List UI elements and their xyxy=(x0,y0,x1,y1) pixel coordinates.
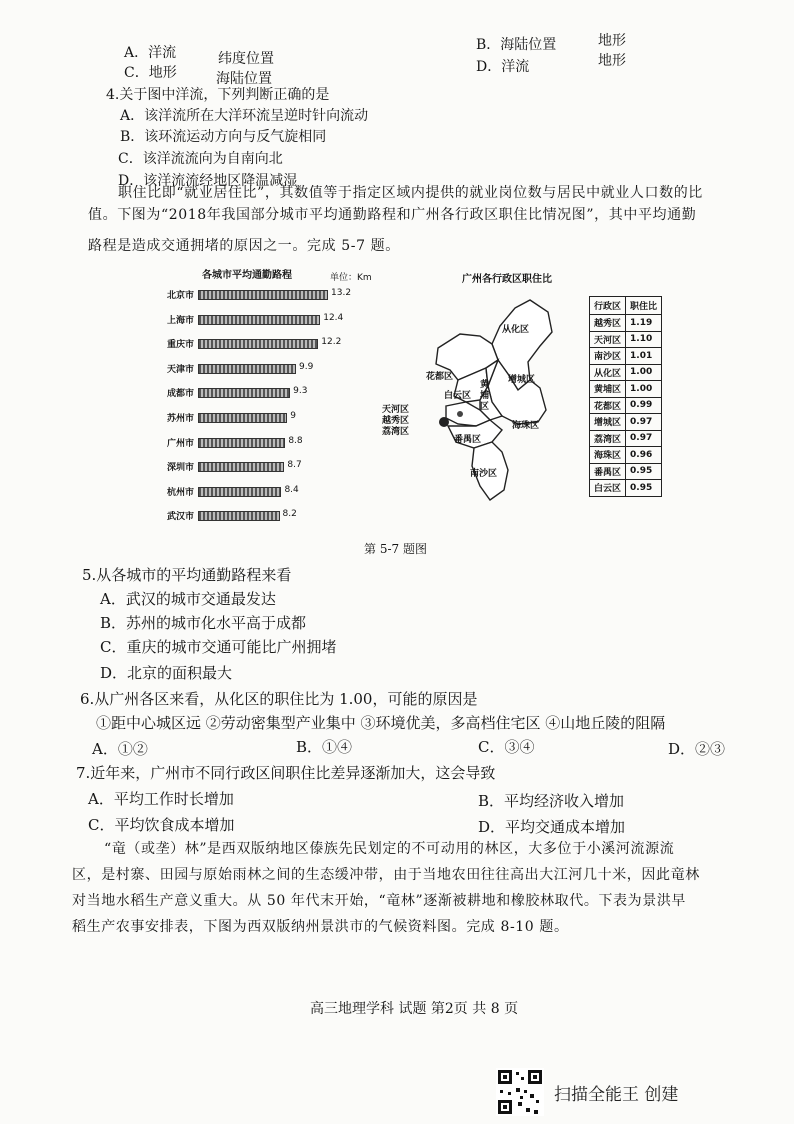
map-label-zengcheng: 增城区 xyxy=(508,375,536,385)
bar-label: 成都市 xyxy=(166,389,194,400)
ratio-cell: 0.95 xyxy=(626,463,662,480)
bar xyxy=(198,339,318,349)
district-cell: 荔湾区 xyxy=(590,430,626,447)
q3-option-d: D．洋流 xyxy=(476,59,530,75)
map-label-baiyun: 白云区 xyxy=(444,391,472,401)
q6-items: ①距中心城区远 ②劳动密集型产业集中 ③环境优美，多高档住宅区 ④山地丘陵的阻隔 xyxy=(96,714,666,732)
bar-value-label: 12.4 xyxy=(323,312,344,323)
intro1-line3: 路程是造成交通拥堵的原因之一。完成 5-7 题。 xyxy=(88,238,400,254)
district-cell: 天河区 xyxy=(590,331,626,348)
map-label-yuexiu: 越秀区 xyxy=(382,416,410,426)
bar xyxy=(198,364,296,374)
bar-value-label: 8.8 xyxy=(288,435,303,446)
district-cell: 越秀区 xyxy=(590,315,626,332)
district-cell: 番禺区 xyxy=(590,463,626,480)
table-row xyxy=(590,414,662,431)
ratio-cell: 0.95 xyxy=(626,480,662,497)
map-label-tianhe: 天河区 xyxy=(382,405,410,415)
q6-option-d: D．②③ xyxy=(668,740,726,758)
q6-option-b: B．①④ xyxy=(296,738,353,756)
map-label-liwan: 荔湾区 xyxy=(382,427,410,437)
table-row xyxy=(590,430,662,447)
district-cell: 黄埔区 xyxy=(590,381,626,398)
bar-label: 天津市 xyxy=(166,364,194,375)
q5-option-a: A．武汉的城市交通最发达 xyxy=(100,590,276,608)
table-row xyxy=(590,364,662,381)
table-header-district: 行政区 xyxy=(590,297,626,315)
q6-option-a: A．①② xyxy=(92,740,148,758)
intro2-line1: “竜（或垄）林”是西双版纳地区傣族先民划定的不可动用的林区，大多位于小溪河流源流 xyxy=(104,841,675,857)
ratio-cell: 0.96 xyxy=(626,447,662,464)
q3-option-b-2: 地形 xyxy=(598,33,626,49)
bar-value-label: 13.2 xyxy=(331,288,352,298)
page-footer: 高三地理学科 试题 第2页 共 8 页 xyxy=(310,1001,519,1017)
q3-option-b: B．海陆位置 xyxy=(476,37,557,53)
map-label-haizhu: 海珠区 xyxy=(512,421,540,431)
q5-option-c: C．重庆的城市交通可能比广州拥堵 xyxy=(100,638,337,656)
bar-label: 重庆市 xyxy=(166,340,194,351)
bar-value-label: 9.9 xyxy=(299,361,314,372)
bar-label: 上海市 xyxy=(166,315,194,326)
district-cell: 花都区 xyxy=(590,397,626,414)
table-row xyxy=(590,463,662,480)
bar-label: 杭州市 xyxy=(166,487,194,498)
table-row xyxy=(590,397,662,414)
q4-option-d: D．该洋流流经地区降温减湿 xyxy=(118,173,298,189)
district-cell: 增城区 xyxy=(590,414,626,431)
bar xyxy=(198,413,287,423)
intro1-line2: 值。下图为“2018年我国部分城市平均通勤路程和广州各行政区职住比情况图”，其中平均通勤 xyxy=(88,207,697,223)
district-cell: 海珠区 xyxy=(590,447,626,464)
q3-option-c-2: 海陆位置 xyxy=(216,71,272,87)
q3-option-a: A．洋流 xyxy=(124,45,177,61)
district-cell: 白云区 xyxy=(590,480,626,497)
ratio-cell: 0.97 xyxy=(626,414,662,431)
intro2-line4: 稻生产农事安排表，下图为西双版纳州景洪市的气候资料图。完成 8-10 题。 xyxy=(72,919,569,935)
table-row xyxy=(590,348,662,365)
map-label-conghua: 从化区 xyxy=(502,325,530,335)
q7-option-b: B．平均经济收入增加 xyxy=(478,792,625,810)
scanner-watermark: 扫描全能王 创建 xyxy=(554,1085,679,1105)
bar-value-label: 9 xyxy=(290,411,296,421)
ratio-cell: 1.00 xyxy=(626,364,662,381)
bar-value-label: 8.4 xyxy=(284,484,299,495)
map-label-nansha: 南沙区 xyxy=(470,469,498,479)
table-row xyxy=(590,315,662,332)
q4-option-b: B．该环流运动方向与反气旋相同 xyxy=(120,129,327,145)
map-label-huangpu: 黄埔区 xyxy=(480,380,490,412)
map-label-huadu: 花都区 xyxy=(426,372,454,382)
q5-option-d: D．北京的面积最大 xyxy=(100,664,233,682)
q7-option-c: C．平均饮食成本增加 xyxy=(88,816,235,834)
ratio-cell: 0.99 xyxy=(626,397,662,414)
bar-value-label: 8.2 xyxy=(282,509,297,520)
bar-value-label: 12.2 xyxy=(321,337,342,348)
bar-label: 苏州市 xyxy=(166,414,194,424)
table-header-ratio: 职住比 xyxy=(626,297,662,315)
q7-stem: 7.近年来，广州市不同行政区间职住比差异逐渐加大，这会导致 xyxy=(76,764,496,782)
bar-label: 广州市 xyxy=(166,438,194,449)
q3-option-c: C．地形 xyxy=(124,65,177,81)
q4-stem: 4.关于图中洋流，下列判断正确的是 xyxy=(106,87,330,103)
bar-label: 武汉市 xyxy=(166,512,194,523)
map-title: 广州各行政区职住比 xyxy=(462,274,552,285)
bar-value-label: 8.7 xyxy=(287,460,302,471)
q5-stem: 5.从各城市的平均通勤路程来看 xyxy=(82,566,292,584)
intro2-line2: 区，是村寨、田园与原始雨林之间的生态缓冲带，由于当地农田往往高出大江河几十米，因此竜林 xyxy=(72,867,700,883)
ratio-cell: 1.00 xyxy=(626,381,662,398)
ratio-cell: 0.97 xyxy=(626,430,662,447)
ratio-cell: 1.19 xyxy=(626,315,662,332)
q6-stem: 6.从广州各区来看，从化区的职住比为 1.00，可能的原因是 xyxy=(80,690,478,708)
bar-value-label: 9.3 xyxy=(293,386,308,397)
bar-label: 深圳市 xyxy=(166,463,194,474)
bar xyxy=(198,290,328,300)
bar xyxy=(198,315,320,325)
bar xyxy=(198,462,284,472)
district-cell: 从化区 xyxy=(590,364,626,381)
q4-option-c: C．该洋流流向为自南向北 xyxy=(118,151,283,167)
q7-option-a: A．平均工作时长增加 xyxy=(88,790,234,808)
figure-caption: 第 5-7 题图 xyxy=(364,542,427,556)
bar xyxy=(198,511,280,521)
table-row xyxy=(590,381,662,398)
table-row xyxy=(590,331,662,348)
ratio-cell: 1.10 xyxy=(626,331,662,348)
bar xyxy=(198,438,285,448)
intro2-line3: 对当地水稻生产意义重大。从 50 年代末开始，“竜林”逐渐被耕地和橡胶林取代。下表为景洪早 xyxy=(72,893,687,909)
q5-option-b: B．苏州的城市化水平高于成都 xyxy=(100,614,307,632)
bar-label: 北京市 xyxy=(166,291,194,301)
table-row xyxy=(590,447,662,464)
intro1-line1: 职住比即“就业居住比”，其数值等于指定区域内提供的就业岗位数与居民中就业人口数的比 xyxy=(118,185,703,201)
map-label-panyu: 番禺区 xyxy=(454,435,482,445)
district-cell: 南沙区 xyxy=(590,348,626,365)
bar xyxy=(198,487,281,497)
q3-option-d-2: 地形 xyxy=(598,53,626,69)
q4-option-a: A．该洋流所在大洋环流呈逆时针向流动 xyxy=(120,108,369,124)
qr-code-icon xyxy=(496,1068,544,1116)
q3-option-a-2: 纬度位置 xyxy=(218,51,274,67)
chart-unit: 单位：Km xyxy=(330,273,372,283)
table-row xyxy=(590,480,662,497)
job-housing-ratio-table xyxy=(589,296,662,497)
chart-title: 各城市平均通勤路程 xyxy=(202,270,292,281)
bar xyxy=(198,388,290,398)
q6-option-c: C．③④ xyxy=(478,738,535,756)
q7-option-d: D．平均交通成本增加 xyxy=(478,818,626,836)
ratio-cell: 1.01 xyxy=(626,348,662,365)
